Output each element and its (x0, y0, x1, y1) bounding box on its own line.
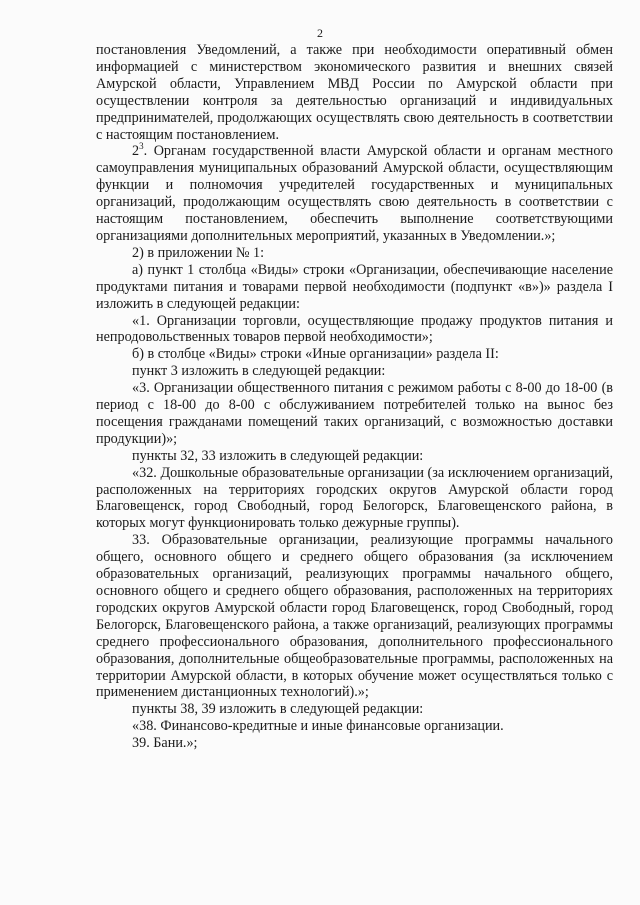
paragraph: б) в столбце «Виды» строки «Иные организации» раздела II: (132, 346, 499, 363)
paragraph: «32. Дошкольные образовательные организации (за исключением организаций, расположенных на территориях городских округов Амурской области город Благовещенск, город Свободный, город Белогорск, Благовещенского района, в которых могут функционировать только дежурные группы). (96, 464, 613, 532)
paragraph: а) пункт 1 столбца «Виды» строки «Организации, обеспечивающие население продуктами питания и товарами первой необходимости (подпункт «в»)» раздела I изложить в следующей редакции: (96, 261, 613, 312)
paragraph: пункты 32, 33 изложить в следующей редакции: (132, 447, 424, 464)
paragraph: «1. Организации торговли, осуществляющие продажу продуктов питания и непродовольственных товаров первой необходимости»; (96, 312, 613, 346)
paragraph: постановления Уведомлений, а также при необходимости оперативный обмен информацией с министерством экономического развития и внешних связей Амурской области, Управлением МВД России по Амурской области при осуществлении контроля за деятельностью организаций и индивидуальных предпринимателей, продолжающих осуществлять свою деятельность в соответствии с настоящим постановлением. (96, 42, 613, 143)
item-number: 2 (132, 143, 140, 160)
paragraph: 2) в приложении № 1: (132, 244, 265, 261)
page-number: 2 (317, 26, 323, 40)
paragraph-text: Органам государственной власти Амурской области и органам местного самоуправления муниципальных образований Амурской области, осуществляющим функции и полномочия учредителей государственных и муниципальных организаций, продолжающим осуществлять свою деятельность в соответствии с настоящим постановлением, обеспечить выполнение соответствующими организациями дополнительных мероприятий, указанных в Уведомлении.»; (96, 143, 614, 244)
paragraph: пункты 38, 39 изложить в следующей редакции: (132, 701, 424, 718)
paragraph: «38. Финансово-кредитные и иные финансовые организации. (132, 718, 504, 735)
paragraph: 39. Бани.»; (132, 735, 198, 752)
paragraph: «3. Организации общественного питания с режимом работы с 8-00 до 18-00 (в период с 18-00 до 8-00 с обслуживанием потребителей только на вынос без посещения гражданами помещений таких организаций, с возможностью доставки продукции)»; (96, 380, 613, 447)
document-body (96, 42, 613, 752)
item-superscript: 3 (139, 141, 144, 152)
paragraph-item-2-3 (96, 143, 613, 244)
paragraph: пункт 3 изложить в следующей редакции: (132, 363, 386, 380)
paragraph: 33. Образовательные организации, реализующие программы начального общего, основного общего и среднего общего образования (за исключением образовательных организаций, реализующих программы начального общего, основного общего и среднего общего образования, расположенных на территориях городских округов Амурской области город Благовещенск, город Свободный, город Белогорск, Благовещенского района, а также организаций, реализующих программы среднего профессионального образования, дополнительного профессионального образования, дополнительные общеобразовательные программы, расположенных на территории Амурской области, в которых обучение может осуществляться только с применением дистанционных технологий).»; (96, 532, 613, 701)
item-suffix: . (143, 143, 148, 160)
